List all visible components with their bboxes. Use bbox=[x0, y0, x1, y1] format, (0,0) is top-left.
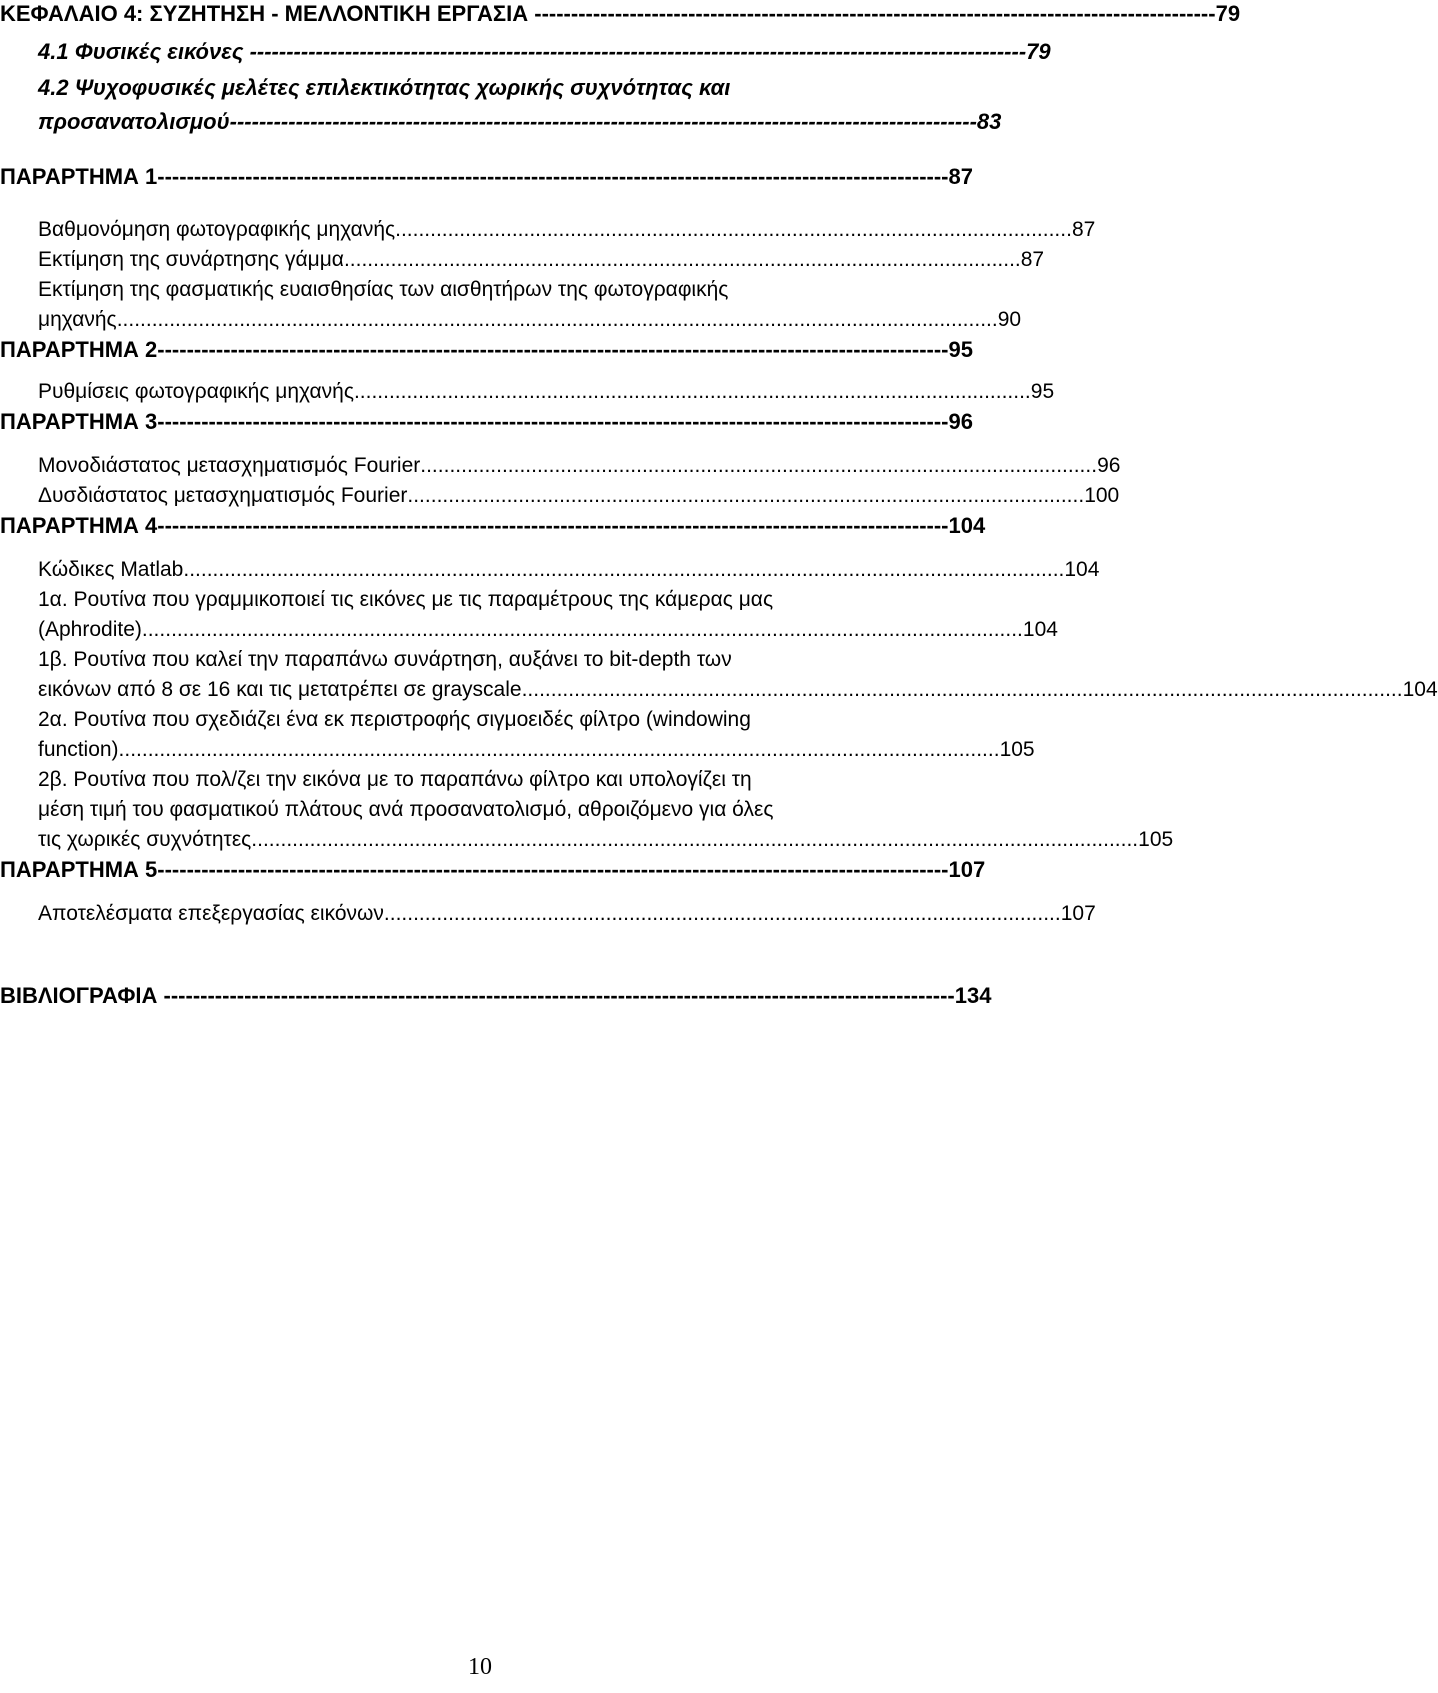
toc-page: 87 bbox=[1020, 248, 1045, 271]
toc-entry-appendix-2[interactable] bbox=[0, 336, 973, 364]
toc-page: 95 bbox=[948, 337, 973, 362]
toc-entry-1b-line1[interactable]: 1β. Ρουτίνα που καλεί την παραπάνω συνάρτηση, αυξάνει το bit-depth των bbox=[38, 648, 732, 671]
toc-page: 105 bbox=[999, 738, 1035, 761]
toc-page: 96 bbox=[1097, 454, 1121, 477]
toc-title: function) bbox=[38, 738, 119, 761]
dash-leader: ---------------------------------------------------------------------------------------------------------- bbox=[243, 39, 1027, 64]
page-number: 10 bbox=[468, 1654, 492, 1680]
toc-entry-bibliography[interactable] bbox=[0, 982, 992, 1010]
dot-leader: ....................................................................................................................................................... bbox=[116, 308, 998, 331]
toc-title: Ρυθμίσεις φωτογραφικής μηχανής bbox=[38, 380, 354, 403]
toc-title: Εκτίμηση της συνάρτησης γάμμα bbox=[38, 248, 344, 271]
dot-leader: ....................................................................................................................................................... bbox=[257, 828, 1139, 851]
dash-leader: --------------------------------------------------------------------------------------------- bbox=[528, 1, 1216, 26]
toc-entry-4-1[interactable] bbox=[38, 38, 1051, 66]
toc-entry-gamma-estimation[interactable] bbox=[38, 246, 1045, 274]
toc-title: ΠΑΡΑΡΤΗΜΑ 1 bbox=[0, 164, 158, 189]
dot-leader: ....................................................................................................................................................... bbox=[141, 618, 1023, 641]
toc-page: 87 bbox=[948, 164, 973, 189]
toc-entry-2b-line1[interactable]: 2β. Ρουτίνα που πολ/ζει την εικόνα με το παραπάνω φίλτρο και υπολογίζει τη bbox=[38, 768, 752, 791]
toc-entry-1d-fourier[interactable] bbox=[38, 452, 1121, 480]
toc-title: ΒΙΒΛΙΟΓΡΑΦΙΑ bbox=[0, 983, 158, 1008]
dot-leader: ....................................................................................................................................................... bbox=[118, 738, 1000, 761]
toc-page: 96 bbox=[948, 409, 973, 434]
toc-entry-chapter-4[interactable] bbox=[0, 0, 1241, 28]
toc-title: Αποτελέσματα επεξεργασίας εικόνων bbox=[38, 902, 384, 925]
toc-page: 104 bbox=[948, 513, 986, 538]
dot-leader: .................................................................................................................... bbox=[353, 380, 1031, 403]
dot-leader: ....................................................................................................................................................... bbox=[521, 678, 1403, 701]
toc-entry-4-2[interactable] bbox=[38, 108, 1002, 136]
toc-page: 100 bbox=[1084, 484, 1120, 507]
toc-entry-2b[interactable] bbox=[38, 826, 1174, 854]
toc-entry-1a-line1[interactable]: 1α. Ρουτίνα που γραμμικοποιεί τις εικόνες με τις παραμέτρους της κάμερας μας bbox=[38, 588, 774, 611]
toc-page: 95 bbox=[1030, 380, 1055, 403]
dot-leader: .................................................................................................................... bbox=[343, 248, 1021, 271]
toc-title: ΚΕΦΑΛΑΙΟ 4: ΣΥΖΗΤΗΣΗ - ΜΕΛΛΟΝΤΙΚΗ ΕΡΓΑΣΙΑ bbox=[0, 1, 529, 26]
toc-entry-appendix-3[interactable] bbox=[0, 408, 973, 436]
toc-entry-appendix-1[interactable] bbox=[0, 163, 973, 191]
toc-title: ΠΑΡΑΡΤΗΜΑ 5 bbox=[0, 857, 158, 882]
toc-title: Μονοδιάστατος μετασχηματισμός Fourier bbox=[38, 454, 421, 477]
dash-leader: ------------------------------------------------------------------------------------------------------------ bbox=[157, 983, 955, 1008]
toc-page: 104 bbox=[1402, 678, 1438, 701]
toc-entry-image-processing-results[interactable] bbox=[38, 900, 1096, 928]
toc-title: προσανατολισμού bbox=[38, 109, 230, 134]
toc-page: 79 bbox=[1026, 39, 1051, 64]
toc-page: 90 bbox=[997, 308, 1022, 331]
dot-leader: .................................................................................................................... bbox=[407, 484, 1085, 507]
dash-leader: ------------------------------------------------------------------------------------------------------------ bbox=[157, 513, 949, 538]
toc-title: Δυσδιάστατος μετασχηματισμός Fourier bbox=[38, 484, 408, 507]
toc-entry-2a-line1[interactable]: 2α. Ρουτίνα που σχεδιάζει ένα εκ περιστροφής σιγμοειδές φίλτρο (windowing bbox=[38, 708, 751, 731]
toc-entry-4-2-line1[interactable]: 4.2 Ψυχοφυσικές μελέτες επιλεκτικότητας χωρικής συχνότητας και bbox=[38, 75, 731, 100]
toc-title: ΠΑΡΑΡΤΗΜΑ 2 bbox=[0, 337, 158, 362]
toc-title: Κώδικες Matlab bbox=[38, 558, 184, 581]
dash-leader: ------------------------------------------------------------------------------------------------------------ bbox=[157, 164, 949, 189]
toc-title: (Aphrodite) bbox=[38, 618, 142, 641]
dot-leader: .................................................................................................................... bbox=[420, 454, 1098, 477]
toc-title: εικόνων από 8 σε 16 και τις μετατρέπει σε grayscale bbox=[38, 678, 522, 701]
toc-title: τις χωρικές συχνότητες. bbox=[38, 828, 258, 851]
toc-entry-2d-fourier[interactable] bbox=[38, 482, 1120, 510]
toc-page: 79 bbox=[1215, 1, 1241, 26]
toc-entry-1a[interactable] bbox=[38, 616, 1058, 644]
dash-leader: ------------------------------------------------------------------------------------------------------------ bbox=[157, 409, 949, 434]
toc-title: Βαθμονόμηση φωτογραφικής μηχανής bbox=[38, 218, 396, 241]
toc-entry-spectral-sensitivity[interactable] bbox=[38, 306, 1022, 334]
toc-entry-spectral-sensitivity-line1[interactable]: Εκτίμηση της φασματικής ευαισθησίας των αισθητήρων της φωτογραφικής bbox=[38, 278, 729, 301]
toc-entry-appendix-4[interactable] bbox=[0, 512, 986, 540]
toc-entry-camera-settings[interactable] bbox=[38, 378, 1055, 406]
dot-leader: .................................................................................................................... bbox=[395, 218, 1072, 241]
toc-page: 87 bbox=[1071, 218, 1096, 241]
dash-leader: ------------------------------------------------------------------------------------------------------ bbox=[229, 109, 977, 134]
dot-leader: ....................................................................................................................................................... bbox=[183, 558, 1065, 581]
toc-entry-appendix-5[interactable] bbox=[0, 856, 986, 884]
toc-page: 107 bbox=[1060, 902, 1096, 925]
toc-page: 104 bbox=[1022, 618, 1058, 641]
toc-page: 134 bbox=[954, 983, 992, 1008]
toc-title: ΠΑΡΑΡΤΗΜΑ 4 bbox=[0, 513, 158, 538]
toc-page: 83 bbox=[976, 109, 1002, 134]
toc-title: ΠΑΡΑΡΤΗΜΑ 3 bbox=[0, 409, 158, 434]
toc-entry-camera-calibration[interactable] bbox=[38, 216, 1096, 244]
dash-leader: ------------------------------------------------------------------------------------------------------------ bbox=[157, 337, 949, 362]
toc-page: 107 bbox=[948, 857, 986, 882]
toc-page: 105 bbox=[1138, 828, 1174, 851]
toc-title: μηχανής bbox=[38, 308, 117, 331]
toc-entry-matlab-codes[interactable] bbox=[38, 556, 1100, 584]
toc-entry-2a[interactable] bbox=[38, 736, 1035, 764]
toc-title: 4.1 Φυσικές εικόνες bbox=[38, 39, 244, 64]
toc-page: 104 bbox=[1064, 558, 1100, 581]
toc-entry-1b[interactable] bbox=[38, 676, 1438, 704]
toc-entry-2b-line2[interactable]: μέση τιμή του φασματικού πλάτους ανά προσανατολισμό, αθροιζόμενο για όλες bbox=[38, 798, 774, 821]
dot-leader: .................................................................................................................... bbox=[383, 902, 1061, 925]
dash-leader: ------------------------------------------------------------------------------------------------------------ bbox=[157, 857, 949, 882]
